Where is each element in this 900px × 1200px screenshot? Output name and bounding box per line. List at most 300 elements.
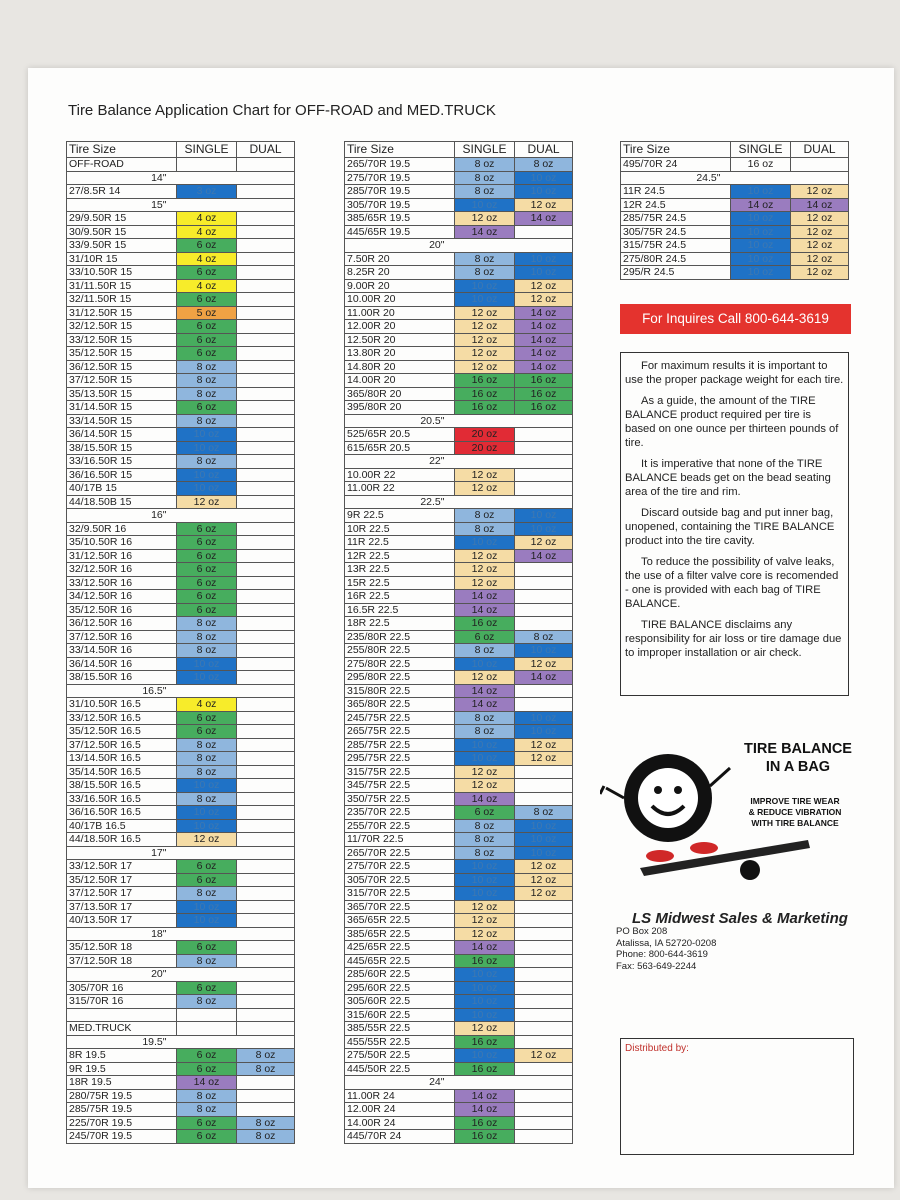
table-row (67, 441, 295, 455)
dual-weight-cell (237, 158, 295, 172)
single-weight-cell: 10 oz (455, 887, 515, 901)
table-row (345, 428, 573, 442)
tire-size-cell: 245/70R 19.5 (67, 1130, 177, 1144)
tire-size-cell: 395/80R 20 (345, 401, 455, 415)
tire-size-cell: 315/75R 24.5 (621, 239, 731, 253)
tire-size-cell: 295/60R 22.5 (345, 981, 455, 995)
blank-cell (515, 495, 573, 509)
single-weight-cell: 12 oz (455, 914, 515, 928)
dual-weight-cell (237, 239, 295, 253)
tire-size-cell: 255/80R 22.5 (345, 644, 455, 658)
tire-size-cell: 30/9.50R 15 (67, 225, 177, 239)
inquiry-call-banner: For Inquires Call 800-644-3619 (620, 304, 851, 334)
tire-size-cell: 345/75R 22.5 (345, 779, 455, 793)
dual-weight-cell: 14 oz (515, 212, 573, 226)
table-row (67, 158, 295, 172)
tire-size-cell: 445/70R 24 (345, 1130, 455, 1144)
dual-weight-cell (237, 455, 295, 469)
dual-weight-cell: 8 oz (237, 1116, 295, 1130)
single-weight-cell: 10 oz (455, 198, 515, 212)
header-dual: DUAL (237, 142, 295, 158)
single-weight-cell: 6 oz (177, 1116, 237, 1130)
table-row (67, 1008, 295, 1022)
dual-weight-cell (237, 225, 295, 239)
single-weight-cell: 6 oz (177, 1049, 237, 1063)
tire-size-cell: 11.00R 24 (345, 1089, 455, 1103)
tire-size-cell: 350/75R 22.5 (345, 792, 455, 806)
tire-size-cell: 33/14.50R 16 (67, 644, 177, 658)
tire-size-cell: 10.00R 22 (345, 468, 455, 482)
dual-weight-cell: 12 oz (791, 225, 849, 239)
table-row (345, 320, 573, 334)
section-row (345, 414, 573, 428)
dual-weight-cell: 12 oz (515, 657, 573, 671)
table-row (67, 1130, 295, 1144)
dual-weight-cell (515, 225, 573, 239)
dual-weight-cell: 8 oz (237, 1130, 295, 1144)
dual-weight-cell (237, 590, 295, 604)
single-weight-cell: 10 oz (455, 738, 515, 752)
table-row (345, 698, 573, 712)
single-weight-cell: 10 oz (177, 779, 237, 793)
tire-size-cell: 35/10.50R 16 (67, 536, 177, 550)
table-row (345, 644, 573, 658)
single-weight-cell: 8 oz (177, 630, 237, 644)
tire-size-cell: 32/12.50R 15 (67, 320, 177, 334)
single-weight-cell: 16 oz (455, 401, 515, 415)
dual-weight-cell: 12 oz (515, 279, 573, 293)
dual-weight-cell (237, 360, 295, 374)
tire-size-cell: 315/70R 16 (67, 995, 177, 1009)
table-row (345, 482, 573, 496)
single-weight-cell: 6 oz (177, 590, 237, 604)
dual-weight-cell (515, 603, 573, 617)
dual-weight-cell (237, 387, 295, 401)
rim-size-section: 22.5" (345, 495, 515, 509)
rim-size-section: 18" (67, 927, 237, 941)
single-weight-cell: 10 oz (455, 995, 515, 1009)
logo-subtitle-line: & REDUCE VIBRATION (748, 807, 842, 817)
table-row (67, 698, 295, 712)
table-header-row (345, 142, 573, 158)
table-row (67, 495, 295, 509)
tire-size-cell: OFF-ROAD (67, 158, 177, 172)
dual-weight-cell (515, 792, 573, 806)
single-weight-cell: 4 oz (177, 212, 237, 226)
single-weight-cell: 6 oz (177, 860, 237, 874)
single-weight-cell: 10 oz (731, 212, 791, 226)
header-dual: DUAL (791, 142, 849, 158)
rim-size-section: 24" (345, 1076, 515, 1090)
single-weight-cell: 10 oz (455, 657, 515, 671)
table-row (345, 657, 573, 671)
tire-size-cell: 35/12.50R 17 (67, 873, 177, 887)
tire-size-cell: 33/16.50R 16.5 (67, 792, 177, 806)
dual-weight-cell (237, 711, 295, 725)
single-weight-cell: 14 oz (455, 603, 515, 617)
table-row (67, 995, 295, 1009)
single-weight-cell: 12 oz (455, 320, 515, 334)
table-row (345, 509, 573, 523)
dual-weight-cell (515, 482, 573, 496)
rim-size-section: 17" (67, 846, 237, 860)
dual-weight-cell (237, 860, 295, 874)
dual-weight-cell (237, 833, 295, 847)
single-weight-cell: 10 oz (731, 185, 791, 199)
tire-size-cell: 33/12.50R 16 (67, 576, 177, 590)
table-row (345, 1062, 573, 1076)
tire-size-cell: 36/16.50R 15 (67, 468, 177, 482)
section-row (67, 1035, 295, 1049)
table-row (67, 522, 295, 536)
dual-weight-cell (237, 347, 295, 361)
tire-size-cell: MED.TRUCK (67, 1022, 177, 1036)
dual-weight-cell: 10 oz (515, 644, 573, 658)
dual-weight-cell: 12 oz (515, 873, 573, 887)
tire-size-cell: 31/10.50R 16.5 (67, 698, 177, 712)
tire-size-cell: 35/12.50R 15 (67, 347, 177, 361)
tire-size-cell: 18R 19.5 (67, 1076, 177, 1090)
tire-size-cell: 14.00R 24 (345, 1116, 455, 1130)
table-row (67, 1076, 295, 1090)
single-weight-cell: 10 oz (455, 873, 515, 887)
table-row (345, 212, 573, 226)
table-row (345, 900, 573, 914)
dual-weight-cell (237, 266, 295, 280)
table-row (621, 239, 849, 253)
tire-size-cell: 31/14.50R 15 (67, 401, 177, 415)
table-row (67, 266, 295, 280)
dual-weight-cell: 10 oz (515, 252, 573, 266)
single-weight-cell: 10 oz (455, 981, 515, 995)
tire-size-cell: 18R 22.5 (345, 617, 455, 631)
tire-size-cell: 44/18.50B 15 (67, 495, 177, 509)
table-row (345, 522, 573, 536)
tire-size-cell: 315/70R 22.5 (345, 887, 455, 901)
single-weight-cell: 14 oz (455, 698, 515, 712)
table-row (345, 954, 573, 968)
dual-weight-cell: 10 oz (515, 185, 573, 199)
dual-weight-cell: 12 oz (515, 752, 573, 766)
table-row (67, 819, 295, 833)
table-row (67, 1062, 295, 1076)
table-row (345, 590, 573, 604)
tire-size-cell: 37/12.50R 15 (67, 374, 177, 388)
single-weight-cell: 16 oz (455, 1130, 515, 1144)
dual-weight-cell (237, 603, 295, 617)
single-weight-cell: 16 oz (731, 158, 791, 172)
single-weight-cell: 6 oz (177, 522, 237, 536)
table-row (67, 711, 295, 725)
single-weight-cell: 14 oz (455, 225, 515, 239)
single-weight-cell: 10 oz (455, 293, 515, 307)
table-row (345, 347, 573, 361)
tire-size-cell: 365/70R 22.5 (345, 900, 455, 914)
tire-size-cell: 31/12.50R 16 (67, 549, 177, 563)
dual-weight-cell (237, 819, 295, 833)
blank-cell (237, 509, 295, 523)
dual-weight-cell: 8 oz (237, 1062, 295, 1076)
tire-size-cell: 255/70R 22.5 (345, 819, 455, 833)
dual-weight-cell: 12 oz (515, 293, 573, 307)
dual-weight-cell (237, 441, 295, 455)
single-weight-cell: 6 oz (177, 239, 237, 253)
tire-size-cell: 615/65R 20.5 (345, 441, 455, 455)
tire-size-cell: 33/9.50R 15 (67, 239, 177, 253)
table-row (345, 387, 573, 401)
single-weight-cell: 10 oz (177, 819, 237, 833)
single-weight-cell: 12 oz (177, 495, 237, 509)
section-row (67, 927, 295, 941)
tire-size-cell (67, 1008, 177, 1022)
single-weight-cell: 8 oz (455, 846, 515, 860)
tire-size-cell: 37/13.50R 17 (67, 900, 177, 914)
tire-size-cell: 9R 22.5 (345, 509, 455, 523)
section-row (345, 1076, 573, 1090)
mascot-tire-icon (600, 754, 730, 842)
tire-size-cell: 385/65R 19.5 (345, 212, 455, 226)
blank-cell (237, 198, 295, 212)
tire-size-cell: 11.00R 22 (345, 482, 455, 496)
table-row (67, 306, 295, 320)
single-weight-cell: 8 oz (455, 252, 515, 266)
single-weight-cell: 8 oz (455, 158, 515, 172)
table-row (345, 833, 573, 847)
table-row (67, 630, 295, 644)
table-row (67, 1116, 295, 1130)
tire-size-cell: 13/14.50R 16.5 (67, 752, 177, 766)
dual-weight-cell: 12 oz (791, 212, 849, 226)
tire-size-cell: 34/12.50R 16 (67, 590, 177, 604)
tire-size-cell: 385/55R 22.5 (345, 1022, 455, 1036)
dual-weight-cell: 8 oz (515, 806, 573, 820)
dual-weight-cell: 10 oz (515, 266, 573, 280)
tire-size-cell: 33/12.50R 15 (67, 333, 177, 347)
single-weight-cell: 12 oz (455, 563, 515, 577)
table-row (345, 887, 573, 901)
dual-weight-cell (237, 482, 295, 496)
tire-size-cell: 36/14.50R 16 (67, 657, 177, 671)
blank-cell (515, 1076, 573, 1090)
dual-weight-cell (515, 954, 573, 968)
tire-size-cell: 38/15.50R 15 (67, 441, 177, 455)
dual-weight-cell: 14 oz (515, 549, 573, 563)
table-header-row (621, 142, 849, 158)
section-row (67, 968, 295, 982)
instruction-paragraph: TIRE BALANCE disclaims any responsibility for air loss or tire damage due to improper installation or air check. (625, 619, 842, 659)
table-row (345, 873, 573, 887)
dual-weight-cell: 10 oz (515, 846, 573, 860)
distributed-by-box (620, 1038, 854, 1155)
header-single: SINGLE (455, 142, 515, 158)
single-weight-cell: 8 oz (177, 954, 237, 968)
tire-size-cell: 36/16.50R 16.5 (67, 806, 177, 820)
tire-size-cell: 305/70R 19.5 (345, 198, 455, 212)
dual-weight-cell: 12 oz (515, 860, 573, 874)
dual-weight-cell (237, 698, 295, 712)
blank-cell (237, 927, 295, 941)
section-row (67, 684, 295, 698)
single-weight-cell: 4 oz (177, 225, 237, 239)
table-row (345, 158, 573, 172)
single-weight-cell: 10 oz (731, 225, 791, 239)
dual-weight-cell (237, 671, 295, 685)
table-row (67, 954, 295, 968)
table-row (67, 455, 295, 469)
blank-cell (237, 684, 295, 698)
single-weight-cell: 16 oz (455, 1116, 515, 1130)
dual-weight-cell: 10 oz (515, 522, 573, 536)
dual-weight-cell: 12 oz (515, 1049, 573, 1063)
tire-size-cell: 285/75R 22.5 (345, 738, 455, 752)
single-weight-cell: 14 oz (731, 198, 791, 212)
table-row (621, 185, 849, 199)
single-weight-cell: 10 oz (455, 860, 515, 874)
tire-size-cell: 235/80R 22.5 (345, 630, 455, 644)
address-phone: Phone: 800-644-3619 (616, 949, 708, 960)
tire-size-cell: 8R 19.5 (67, 1049, 177, 1063)
rim-size-section: 15" (67, 198, 237, 212)
tire-size-cell: 12R 24.5 (621, 198, 731, 212)
table-row (345, 617, 573, 631)
single-weight-cell: 6 oz (177, 1062, 237, 1076)
tire-size-cell: 9.00R 20 (345, 279, 455, 293)
tire-size-cell: 445/65R 19.5 (345, 225, 455, 239)
section-row (621, 171, 849, 185)
tire-size-cell: 11/70R 22.5 (345, 833, 455, 847)
dual-weight-cell: 14 oz (515, 306, 573, 320)
dual-weight-cell (515, 995, 573, 1009)
single-weight-cell: 14 oz (177, 1076, 237, 1090)
blank-cell (237, 968, 295, 982)
blank-cell (515, 414, 573, 428)
tire-size-cell: 37/12.50R 17 (67, 887, 177, 901)
table-row (621, 225, 849, 239)
logo-subtitle (740, 796, 850, 829)
dual-weight-cell: 14 oz (515, 360, 573, 374)
table-row (345, 185, 573, 199)
tire-size-cell: 245/75R 22.5 (345, 711, 455, 725)
table-row (345, 1130, 573, 1144)
table-row (345, 981, 573, 995)
single-weight-cell (177, 158, 237, 172)
tire-size-cell: 10R 22.5 (345, 522, 455, 536)
single-weight-cell: 12 oz (455, 347, 515, 361)
table-row (345, 819, 573, 833)
table-row (67, 576, 295, 590)
single-weight-cell: 8 oz (177, 995, 237, 1009)
dual-weight-cell (237, 738, 295, 752)
tire-size-cell: 38/15.50R 16.5 (67, 779, 177, 793)
table-row (67, 1103, 295, 1117)
table-row (345, 536, 573, 550)
distributed-by-label: Distributed by: (625, 1043, 689, 1054)
dual-weight-cell (237, 941, 295, 955)
dual-weight-cell (237, 549, 295, 563)
dual-weight-cell (237, 1076, 295, 1090)
logo-title-line: IN A BAG (765, 759, 831, 775)
tire-size-cell: 40/13.50R 17 (67, 914, 177, 928)
table-row (345, 1089, 573, 1103)
table-row (345, 225, 573, 239)
single-weight-cell: 16 oz (455, 617, 515, 631)
dual-weight-cell (515, 698, 573, 712)
tire-size-cell: 285/60R 22.5 (345, 968, 455, 982)
single-weight-cell: 12 oz (455, 333, 515, 347)
dual-weight-cell (237, 576, 295, 590)
dual-weight-cell (515, 1022, 573, 1036)
rim-size-section: 20" (67, 968, 237, 982)
tire-size-cell: 275/50R 22.5 (345, 1049, 455, 1063)
single-weight-cell: 10 oz (177, 428, 237, 442)
tire-size-cell: 36/12.50R 16 (67, 617, 177, 631)
dual-weight-cell (237, 414, 295, 428)
single-weight-cell: 10 oz (177, 671, 237, 685)
tire-size-cell: 7.50R 20 (345, 252, 455, 266)
table-row (67, 1049, 295, 1063)
rim-size-section: 24.5" (621, 171, 791, 185)
blank-cell (237, 846, 295, 860)
blank-cell (791, 171, 849, 185)
table-row (67, 1022, 295, 1036)
single-weight-cell: 5 oz (177, 306, 237, 320)
single-weight-cell: 20 oz (455, 428, 515, 442)
dual-weight-cell: 8 oz (515, 158, 573, 172)
dual-weight-cell (237, 644, 295, 658)
dual-weight-cell (237, 1022, 295, 1036)
table-row (345, 725, 573, 739)
single-weight-cell: 14 oz (455, 941, 515, 955)
table-row (67, 806, 295, 820)
table-row (67, 603, 295, 617)
dual-weight-cell (237, 657, 295, 671)
tire-size-cell: 225/70R 19.5 (67, 1116, 177, 1130)
tire-size-cell: 33/12.50R 17 (67, 860, 177, 874)
dual-weight-cell (237, 1008, 295, 1022)
tire-size-cell: 265/70R 22.5 (345, 846, 455, 860)
logo-title (728, 740, 868, 776)
rim-size-section: 16.5" (67, 684, 237, 698)
table-row (345, 171, 573, 185)
dual-weight-cell (515, 1103, 573, 1117)
single-weight-cell: 8 oz (455, 711, 515, 725)
address-po-box: PO Box 208 (616, 926, 668, 937)
instructions-box (620, 352, 849, 696)
tire-size-cell: 11.00R 20 (345, 306, 455, 320)
tire-size-cell: 280/75R 19.5 (67, 1089, 177, 1103)
table-row (345, 468, 573, 482)
table-row (345, 927, 573, 941)
table-row (67, 671, 295, 685)
tire-size-cell: 14.80R 20 (345, 360, 455, 374)
dual-weight-cell (791, 158, 849, 172)
tire-size-cell: 13R 22.5 (345, 563, 455, 577)
section-row (67, 171, 295, 185)
tire-size-cell: 365/65R 22.5 (345, 914, 455, 928)
header-tire-size: Tire Size (345, 142, 455, 158)
dual-weight-cell (237, 1103, 295, 1117)
table-row (67, 185, 295, 199)
dual-weight-cell (237, 293, 295, 307)
dual-weight-cell (515, 1008, 573, 1022)
dual-weight-cell (515, 576, 573, 590)
instruction-paragraph: To reduce the possibility of valve leaks, the use of a filter valve core is recomended - one is provided with each bag of TIRE BALANCE. (625, 556, 839, 610)
single-weight-cell: 8 oz (455, 509, 515, 523)
dual-weight-cell (237, 617, 295, 631)
single-weight-cell: 10 oz (177, 914, 237, 928)
single-weight-cell: 8 oz (177, 1089, 237, 1103)
tire-size-cell: 35/12.50R 18 (67, 941, 177, 955)
